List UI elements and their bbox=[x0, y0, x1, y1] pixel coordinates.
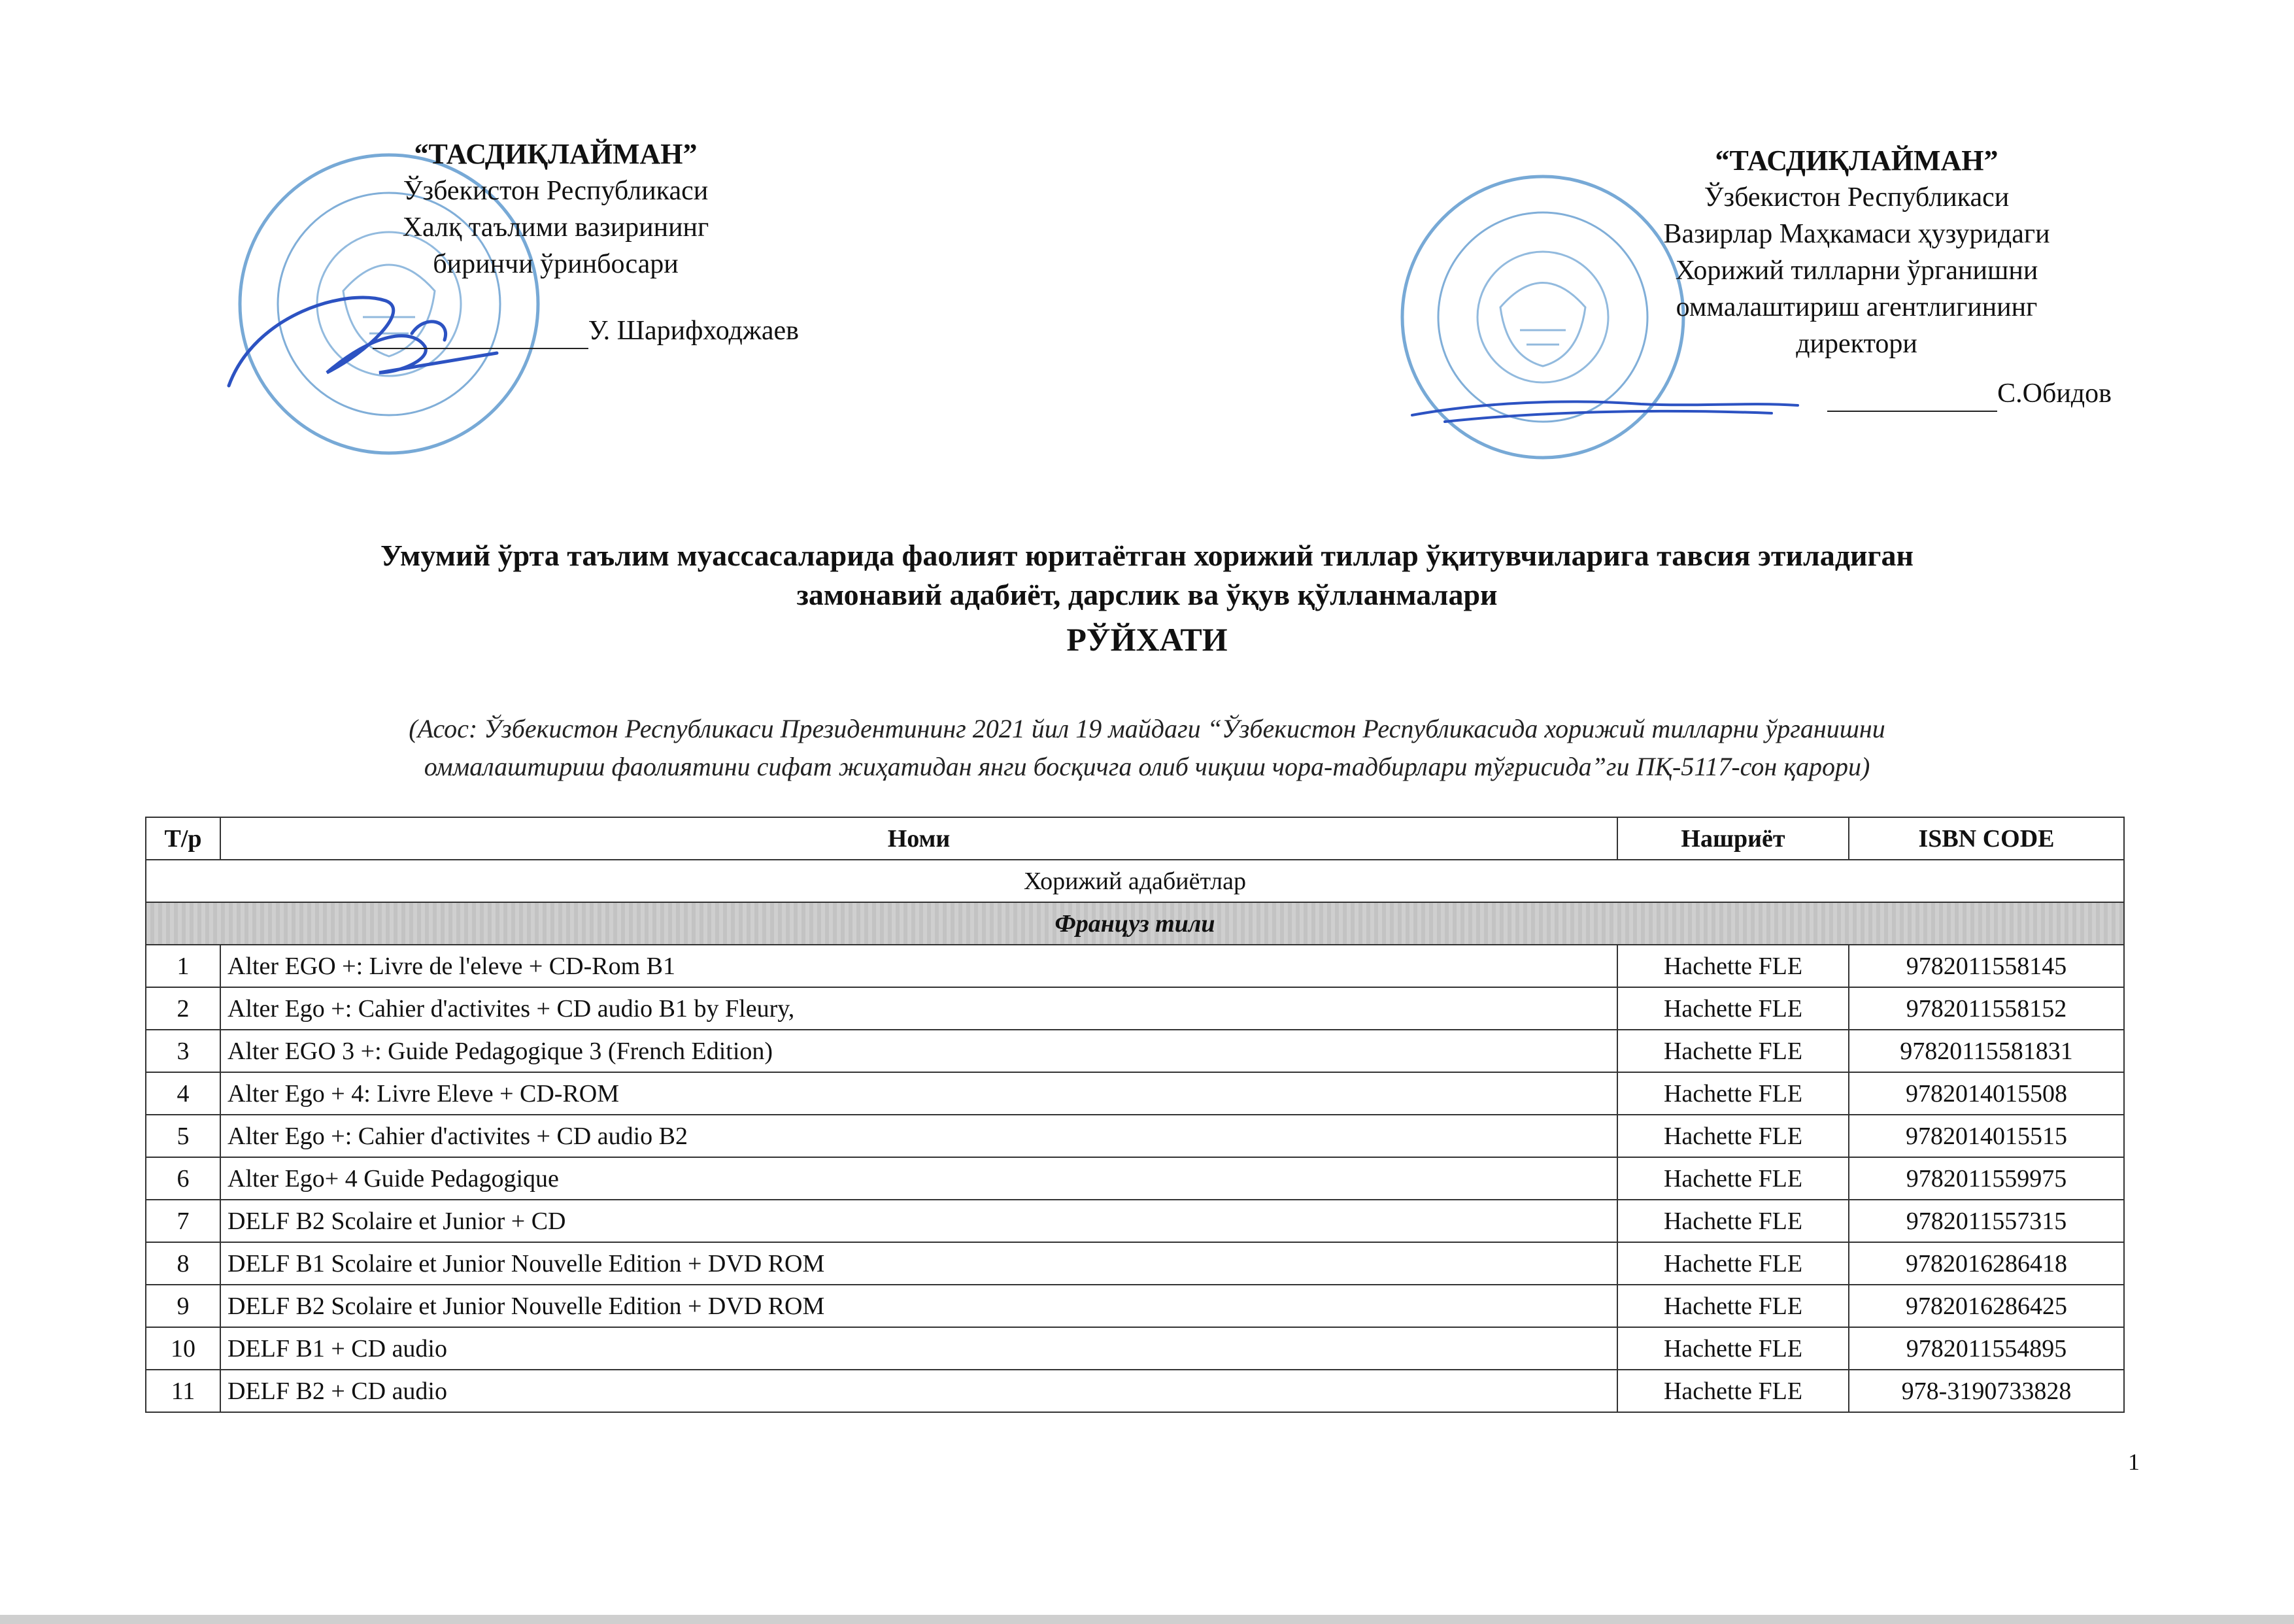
publisher: Hachette FLE bbox=[1617, 945, 1849, 987]
table-row bbox=[146, 1072, 2124, 1115]
book-title: DELF B1 + CD audio bbox=[220, 1327, 1617, 1370]
title-line: Умумий ўрта таълим муассасаларида фаолият юритаётган хорижий тиллар ўқитувчиларига тавсия этиладиган bbox=[380, 539, 1914, 572]
section-row bbox=[146, 860, 2124, 902]
section-label: Хорижий адабиётлар bbox=[146, 860, 2124, 902]
book-title: Alter Ego +: Cahier d'activites + CD audio B1 by Fleury, bbox=[220, 987, 1617, 1030]
table-row bbox=[146, 1115, 2124, 1157]
approval-line: биринчи ўринбосари bbox=[433, 249, 679, 279]
row-number: 2 bbox=[146, 987, 220, 1030]
approval-block-right bbox=[1602, 143, 2112, 412]
book-title: DELF B1 Scolaire et Junior Nouvelle Edition + DVD ROM bbox=[220, 1242, 1617, 1285]
header-isbn: ISBN CODE bbox=[1849, 817, 2124, 860]
row-number: 3 bbox=[146, 1030, 220, 1072]
isbn-code: 9782014015515 bbox=[1849, 1115, 2124, 1157]
row-number: 9 bbox=[146, 1285, 220, 1327]
table-row bbox=[146, 1242, 2124, 1285]
table-row bbox=[146, 987, 2124, 1030]
row-number: 1 bbox=[146, 945, 220, 987]
row-number: 8 bbox=[146, 1242, 220, 1285]
table-row bbox=[146, 945, 2124, 987]
signatory-name: У. Шарифходжаев bbox=[588, 316, 799, 346]
isbn-code: 97820115581831 bbox=[1849, 1030, 2124, 1072]
row-number: 11 bbox=[146, 1370, 220, 1412]
book-title: Alter Ego +: Cahier d'activites + CD audio B2 bbox=[220, 1115, 1617, 1157]
row-number: 4 bbox=[146, 1072, 220, 1115]
approval-line: Ўзбекистон Республикаси bbox=[403, 176, 709, 206]
table-row bbox=[146, 1157, 2124, 1200]
isbn-code: 9782011558145 bbox=[1849, 945, 2124, 987]
signatory-name: С.Обидов bbox=[1997, 379, 2112, 409]
publisher: Hachette FLE bbox=[1617, 1115, 1849, 1157]
table-header-row bbox=[146, 817, 2124, 860]
publisher: Hachette FLE bbox=[1617, 1072, 1849, 1115]
row-number: 5 bbox=[146, 1115, 220, 1157]
approval-line: Халқ таълими вазирининг bbox=[402, 212, 709, 243]
isbn-code: 9782011559975 bbox=[1849, 1157, 2124, 1200]
approval-line: Вазирлар Маҳкамаси ҳузуридаги bbox=[1663, 219, 2050, 249]
document-basis-note bbox=[170, 710, 2124, 786]
publisher: Hachette FLE bbox=[1617, 987, 1849, 1030]
scan-edge bbox=[0, 1615, 2294, 1624]
title-line: замонавий адабиёт, дарслик ва ўқув қўлланмалари bbox=[796, 578, 1498, 611]
table-row bbox=[146, 1200, 2124, 1242]
header-publisher: Нашриёт bbox=[1617, 817, 1849, 860]
publisher: Hachette FLE bbox=[1617, 1030, 1849, 1072]
publisher: Hachette FLE bbox=[1617, 1157, 1849, 1200]
row-number: 7 bbox=[146, 1200, 220, 1242]
book-title: Alter EGO 3 +: Guide Pedagogique 3 (French Edition) bbox=[220, 1030, 1617, 1072]
isbn-code: 9782014015508 bbox=[1849, 1072, 2124, 1115]
publisher: Hachette FLE bbox=[1617, 1200, 1849, 1242]
book-title: DELF B2 Scolaire et Junior Nouvelle Edition + DVD ROM bbox=[220, 1285, 1617, 1327]
isbn-code: 9782011557315 bbox=[1849, 1200, 2124, 1242]
row-number: 6 bbox=[146, 1157, 220, 1200]
isbn-code: 978-3190733828 bbox=[1849, 1370, 2124, 1412]
subsection-label: Француз тили bbox=[146, 902, 2124, 945]
publisher: Hachette FLE bbox=[1617, 1242, 1849, 1285]
publisher: Hachette FLE bbox=[1617, 1370, 1849, 1412]
basis-line: оммалаштириш фаолиятини сифат жиҳатидан янги босқичга олиб чиқиш чора-тадбирлари тўғрисида”ги ПҚ-5117-сон қарори) bbox=[424, 752, 1870, 781]
approval-line: Ўзбекистон Республикаси bbox=[1704, 182, 2010, 212]
approval-line: директори bbox=[1796, 329, 1917, 359]
subsection-row bbox=[146, 902, 2124, 945]
book-title: DELF B2 + CD audio bbox=[220, 1370, 1617, 1412]
isbn-code: 9782016286425 bbox=[1849, 1285, 2124, 1327]
isbn-code: 9782016286418 bbox=[1849, 1242, 2124, 1285]
document-title bbox=[98, 536, 2196, 664]
row-number: 10 bbox=[146, 1327, 220, 1370]
table-row bbox=[146, 1370, 2124, 1412]
approval-heading: “ТАСДИҚЛАЙМАН” bbox=[1715, 144, 1999, 177]
isbn-code: 9782011558152 bbox=[1849, 987, 2124, 1030]
table-row bbox=[146, 1030, 2124, 1072]
book-title: Alter EGO +: Livre de l'eleve + CD-Rom B1 bbox=[220, 945, 1617, 987]
isbn-code: 9782011554895 bbox=[1849, 1327, 2124, 1370]
approval-line: Хорижий тилларни ўрганишни bbox=[1675, 256, 2038, 286]
basis-line: (Асос: Ўзбекистон Республикаси Президентининг 2021 йил 19 майдаги “Ўзбекистон Республикасида хорижий тилларни ўрганишни bbox=[409, 714, 1885, 743]
title-line: РЎЙХАТИ bbox=[1066, 621, 1228, 658]
header-num: Т/р bbox=[146, 817, 220, 860]
table-row bbox=[146, 1327, 2124, 1370]
literature-table bbox=[145, 817, 2125, 1413]
publisher: Hachette FLE bbox=[1617, 1327, 1849, 1370]
page-number: 1 bbox=[2128, 1449, 2140, 1475]
header-name: Номи bbox=[220, 817, 1617, 860]
approval-block-left bbox=[307, 136, 804, 349]
publisher: Hachette FLE bbox=[1617, 1285, 1849, 1327]
book-title: DELF B2 Scolaire et Junior + CD bbox=[220, 1200, 1617, 1242]
table-row bbox=[146, 1285, 2124, 1327]
book-title: Alter Ego+ 4 Guide Pedagogique bbox=[220, 1157, 1617, 1200]
book-title: Alter Ego + 4: Livre Eleve + CD-ROM bbox=[220, 1072, 1617, 1115]
approval-heading: “ТАСДИҚЛАЙМАН” bbox=[414, 138, 698, 170]
approval-line: оммалаштириш агентлигининг bbox=[1676, 292, 2038, 322]
